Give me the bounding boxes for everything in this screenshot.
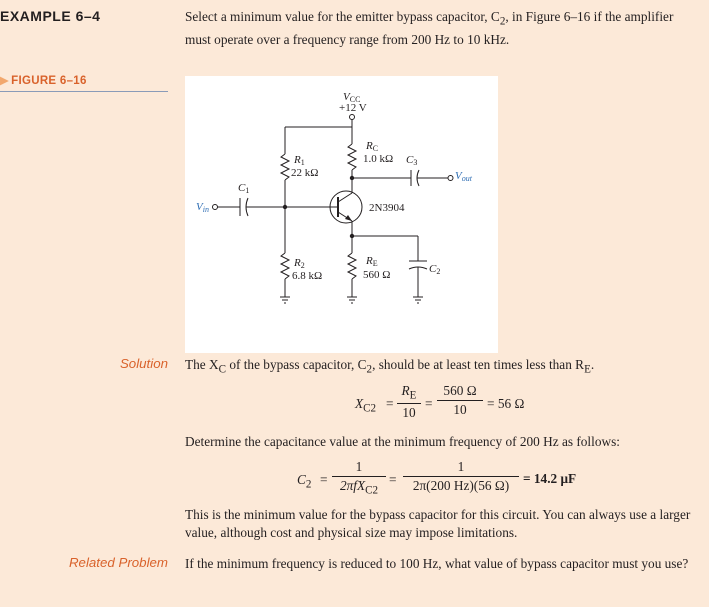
transistor-label: 2N3904 [369,202,405,214]
solution-conclusion: This is the minimum value for the bypass capacitor for this circuit. You can always use a larger value, although cost and physical size may impose limitations. [185,507,691,540]
node-dot [283,205,287,209]
rc-label: RC [366,140,379,153]
c1-label: C1 [238,182,250,195]
eq2-lhs: $C_2$ [297,472,312,491]
related-problem-label: Related Problem [68,555,168,570]
circuit-figure [185,76,498,353]
r1-value: 22 kΩ [291,167,319,179]
rc-resistor [348,144,356,170]
c2-label: C2 [429,263,441,276]
solution-label: Solution [119,356,168,371]
arrow-icon: ▶ [0,75,10,87]
vcc-label: VCC [343,91,361,104]
solution-middle: Determine the capacitance value at the minimum frequency of 200 Hz as follows: [185,434,620,449]
node-dot [350,176,354,180]
eq2-fraction-1: 1 2πfX$_{C2}$ [332,459,386,497]
r2-value: 6.8 kΩ [292,270,323,282]
r1-label: R1 [294,154,305,167]
eq1-equals-2: = [425,396,433,411]
eq2-equals-2: = [389,472,397,487]
r1-resistor [281,154,289,180]
vout-label: Vout [455,170,472,183]
vcc-terminal [350,115,355,120]
eq1-lhs: $X_{C2}$ [355,396,377,415]
node-dot [350,234,354,238]
vout-terminal [448,176,453,181]
r2-resistor [281,253,289,279]
ground-icon [413,297,423,303]
vin-terminal [213,205,218,210]
eq2-fraction-2: $\frac{1}{2\pi(200 Hz)(56 \Omega)}$ [403,459,519,494]
solution-intro: The $X_C$ of the bypass capacitor, $C_2$, should be at least ten times less than $R_E$. [185,357,595,376]
figure-label: ▶ FIGURE 6–16 [0,73,168,92]
example-statement: Select a minimum value for the emitter bypass capacitor, $C_2$, in Figure 6–16 if the amplifier must operate over a frequency range from 200 Hz to 10 kHz. [185,9,674,48]
re-resistor [348,253,356,279]
related-problem-text: If the minimum frequency is reduced to 100 Hz, what value of bypass capacitor must you use? [185,556,689,571]
ground-icon [347,297,357,303]
r2-label: R2 [294,257,305,270]
eq2-equals: = [320,472,328,487]
re-value: 560 Ω [363,269,391,281]
ground-icon [280,297,290,303]
c3-label: C3 [406,154,418,167]
eq1-result: = 56 Ω [487,396,525,411]
eq1-fraction-1: $\frac{R_E}{10}$ [397,383,421,421]
supply-label: +12 V [339,102,367,114]
vin-label: Vin [196,201,209,214]
re-label: RE [366,255,378,268]
example-heading: EXAMPLE 6–4 [0,8,101,24]
emitter-arrow-icon [345,215,352,221]
eq1-fraction-2: $\frac{560 \Omega}{10}$ [437,383,483,418]
eq2-result: = 14.2 μF [523,471,577,486]
circuit-diagram [185,76,498,353]
rc-value: 1.0 kΩ [363,153,394,165]
eq1-equals: = [386,396,394,411]
